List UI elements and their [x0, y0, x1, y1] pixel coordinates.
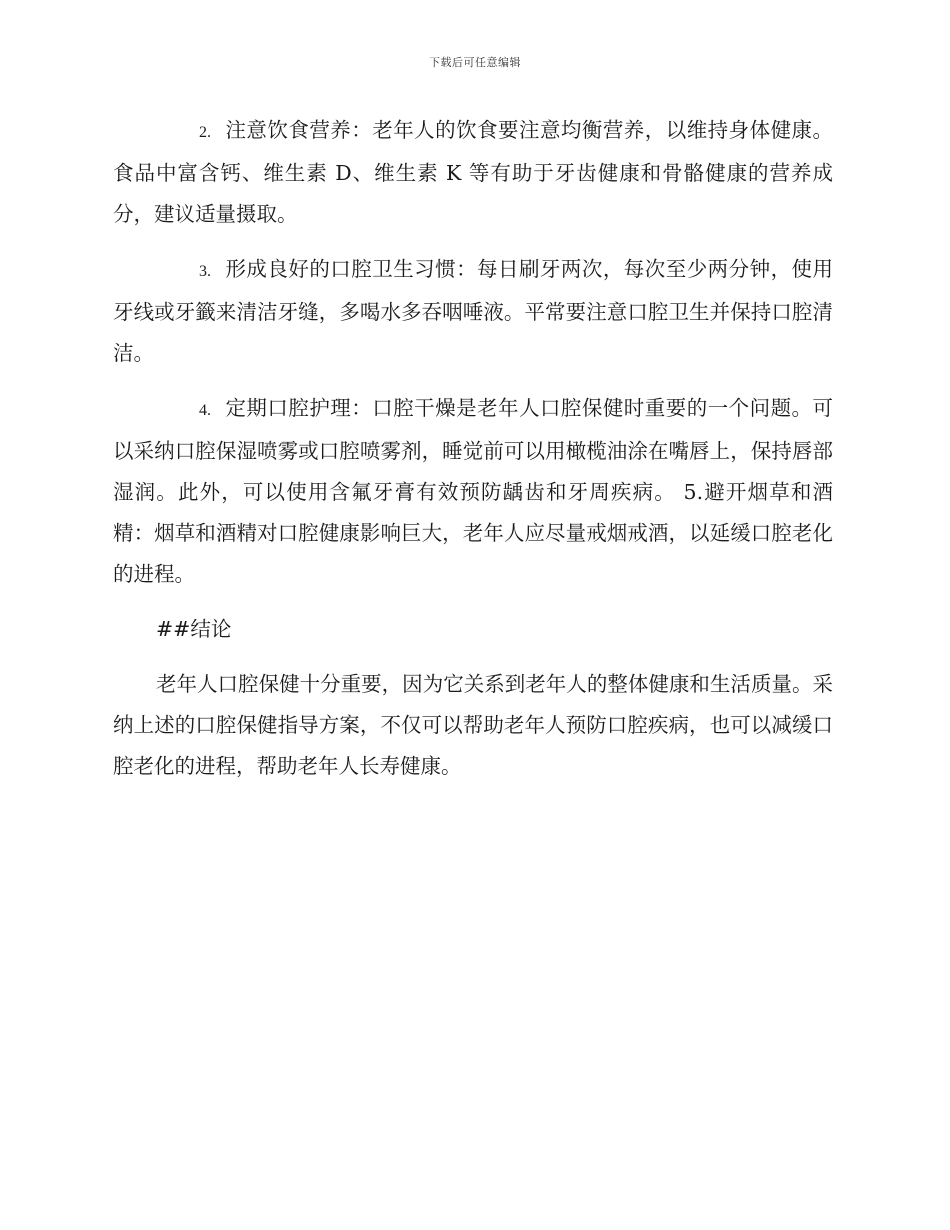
item-text: 形成良好的口腔卫生习惯：每日刷牙两次，每次至少两分钟，使用牙线或牙籤来清洁牙缝，多喝水多吞咽唾液。平常要注意口腔卫生并保持口腔清洁。 — [113, 257, 833, 365]
list-item-3 — [113, 249, 833, 374]
document-body — [113, 110, 833, 801]
conclusion-heading: ##结论 — [156, 617, 232, 641]
item-text: 注意饮食营养：老年人的饮食要注意均衡营养，以维持身体健康。食品中富含钙、维生素 D、维生素 K 等有助于牙齿健康和骨骼健康的营养成分，建议适量摄取。 — [113, 118, 833, 226]
page-header: 下载后可任意编辑 — [429, 56, 521, 69]
item-number: 4. — [199, 402, 211, 419]
list-item-4 — [113, 388, 833, 595]
item-number: 3. — [199, 263, 211, 280]
item-text: 定期口腔护理：口腔干燥是老年人口腔保健时重要的一个问题。可以采纳口腔保湿喷雾或口腔喷雾剂，睡觉前可以用橄榄油涂在嘴唇上，保持唇部湿润。此外，可以使用含氟牙膏有效预防龋齿和牙周疾病。 5.避开烟草和酒精：烟草和酒精对口腔健康影响巨大，老年人应尽量戒烟戒酒，以延缓口腔老化的进程。 — [113, 396, 833, 586]
list-item-2 — [113, 110, 833, 235]
conclusion-paragraph: 老年人口腔保健十分重要，因为它关系到老年人的整体健康和生活质量。采纳上述的口腔保健指导方案，不仅可以帮助老年人预防口腔疾病，也可以减缓口腔老化的进程，帮助老年人长寿健康。 — [113, 672, 833, 778]
item-number: 2. — [199, 124, 211, 141]
